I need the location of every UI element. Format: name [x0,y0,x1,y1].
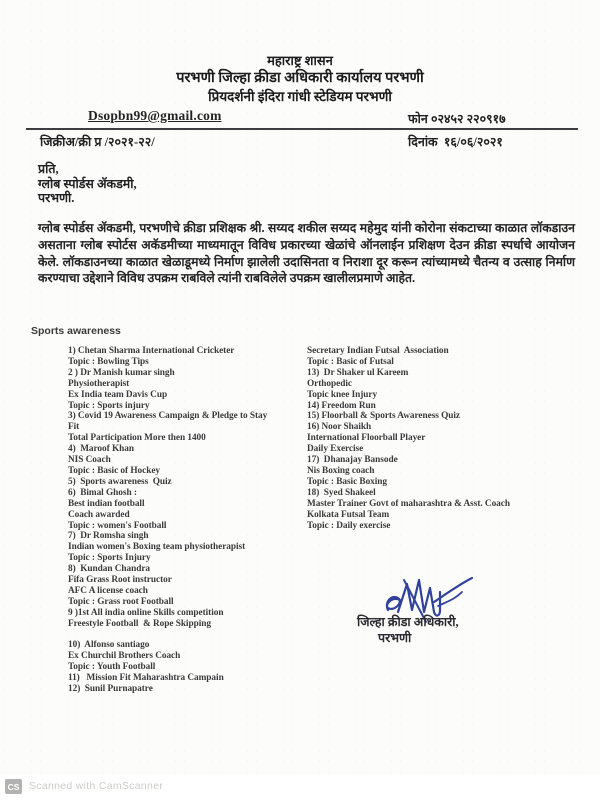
section-heading: Sports awareness [31,325,121,337]
signatory-place: परभणी [378,631,412,645]
list-item: Topic : Sports Injury [68,553,151,564]
recipient-block [38,162,137,206]
list-item: 14) Freedom Run [307,400,376,411]
list-item: NIS Coach [68,455,111,466]
list-item: Topic : Basic of Futsal [307,356,394,367]
list-item [68,630,316,641]
list-item: Topic : Basic Boxing [307,476,388,487]
activities-list-left-column [68,346,316,695]
list-item: Freestyle Football & Rope Skipping [68,618,211,629]
list-item: 7) Dr Romsha singh [68,531,149,542]
list-item: Daily Exercise [307,444,364,455]
list-item: 4) Maroof Khan [68,444,134,455]
list-item: Topic : Basic of Hockey [68,465,160,476]
office-title: परभणी जिल्हा क्रीडा अधिकारी कार्यालय परभणी [176,70,424,86]
list-item: 5) Sports awareness Quiz [68,476,172,487]
letter-date: दिनांक १६/०६/२०२१ [408,135,503,149]
list-item: Indian women's Boxing team physiotherapist [68,542,246,553]
list-item: Topic : Daily exercise [307,520,391,531]
list-item: Secretary Indian Futsal Association [307,346,449,356]
list-item: 8) Kundan Chandra [68,564,151,575]
list-item: 3) Covid 19 Awareness Campaign & Pledge to Stay [68,411,268,422]
list-item: 17) Dhanajay Bansode [307,455,398,466]
list-item: Topic : Youth Football [68,662,156,673]
camscanner-watermark-text: Scanned with CamScanner [29,780,164,792]
list-item: Best indian football [68,498,145,509]
list-item: 15) Floorball & Sports Awareness Quiz [307,411,461,422]
email-address: Dsopbn99@gmail.com [88,108,222,123]
list-item: 18) Syed Shakeel [307,487,376,498]
list-item: Orthopedic [307,378,352,389]
list-item: Fifa Grass Root instructor [68,575,172,586]
list-item: 12) Sunil Purnapatre [68,684,153,695]
header-divider [26,128,578,130]
list-item: 11) Mission Fit Maharashtra Campain [68,673,224,684]
list-item: Ex Churchil Brothers Coach [68,651,181,662]
letterhead [0,52,600,106]
camscanner-logo-icon: CS [5,779,22,794]
signatory-title: जिल्हा क्रीडा अधिकारी, [357,615,459,629]
list-item: Total Participation More then 1400 [68,433,206,444]
reference-number: जिक्रीअ/क्री प्र /२०२१-२२/ [40,135,155,149]
list-item: 13) Dr Shaker ul Kareem [307,367,409,378]
list-item: 2 ) Dr Manish kumar singh [68,367,175,378]
list-item: Nis Boxing coach [307,465,375,476]
list-item: 16) Noor Shaikh [307,422,372,433]
activities-list-right-column [307,346,582,531]
letter-body-paragraph: ग्लोब स्पोर्डस ॲकडमी, परभणीचे क्रीडा प्रशिक्षक श्री. सय्यद शकील सय्यद महेमुद यांनी कोरोना संकटाच्या काळात लॉकडाउन असताना ग्लोब स्पोर्टस अकॅडमीच्या माध्यमातून विविध प्रकारच्या खेळांचे ऑनलाईन प्रशिक्षण देउन क्रीडा स्पर्धाचे आयोजन केले. लॉकडाउनच्या काळात खेळाडूमध्ये निर्माण झालेली उदासिनता व निराशा दूर करून त्यांच्यामध्ये चैतन्य व उत्साह निर्माण करण्याचा उद्देशाने विविध उपक्रम राबविले त्यांनी राबविलेले उपक्रम खालीलप्रमाणे आहेत. [38,221,575,286]
list-item: Topic : Grass root Football [68,596,174,607]
list-item: 9 )1st All india online Skills competition [68,607,224,618]
list-item: Ex India team Davis Cup [68,389,168,400]
stadium-title: प्रियदर्शनी इंदिरा गांधी स्टेडियम परभणी [208,89,392,104]
recipient-name: ग्लोब स्पोर्डस ॲकडमी, [38,176,137,191]
list-item: Fit [68,422,80,433]
list-item: 10) Alfonso santiago [68,640,150,651]
list-item: Kolkata Futsal Team [307,509,390,520]
list-item: Physiotherapist [68,378,130,389]
recipient-place: परभणी. [38,191,75,205]
list-item: Topic : Bowling Tips [68,356,149,367]
list-item: 6) Bimal Ghosh : [68,487,137,498]
list-item: Topic knee Injury [307,389,378,400]
list-item: 1) Chetan Sharma International Cricketer [68,346,235,356]
phone-number: फोन ०२४५२ २२०९१७ [408,112,506,126]
camscanner-watermark-bar [0,774,600,800]
govt-title: महाराष्ट्र शासन [267,53,333,68]
list-item: Master Trainer Govt of maharashtra & Asst. Coach [307,498,510,509]
recipient-salutation: प्रति, [38,162,59,176]
list-item: Coach awarded [68,509,130,520]
list-item: International Floorball Player [307,433,426,444]
list-item: AFC A license coach [68,585,148,596]
list-item: Topic : women's Football [68,520,167,531]
list-item: Topic : Sports injury [68,400,150,411]
